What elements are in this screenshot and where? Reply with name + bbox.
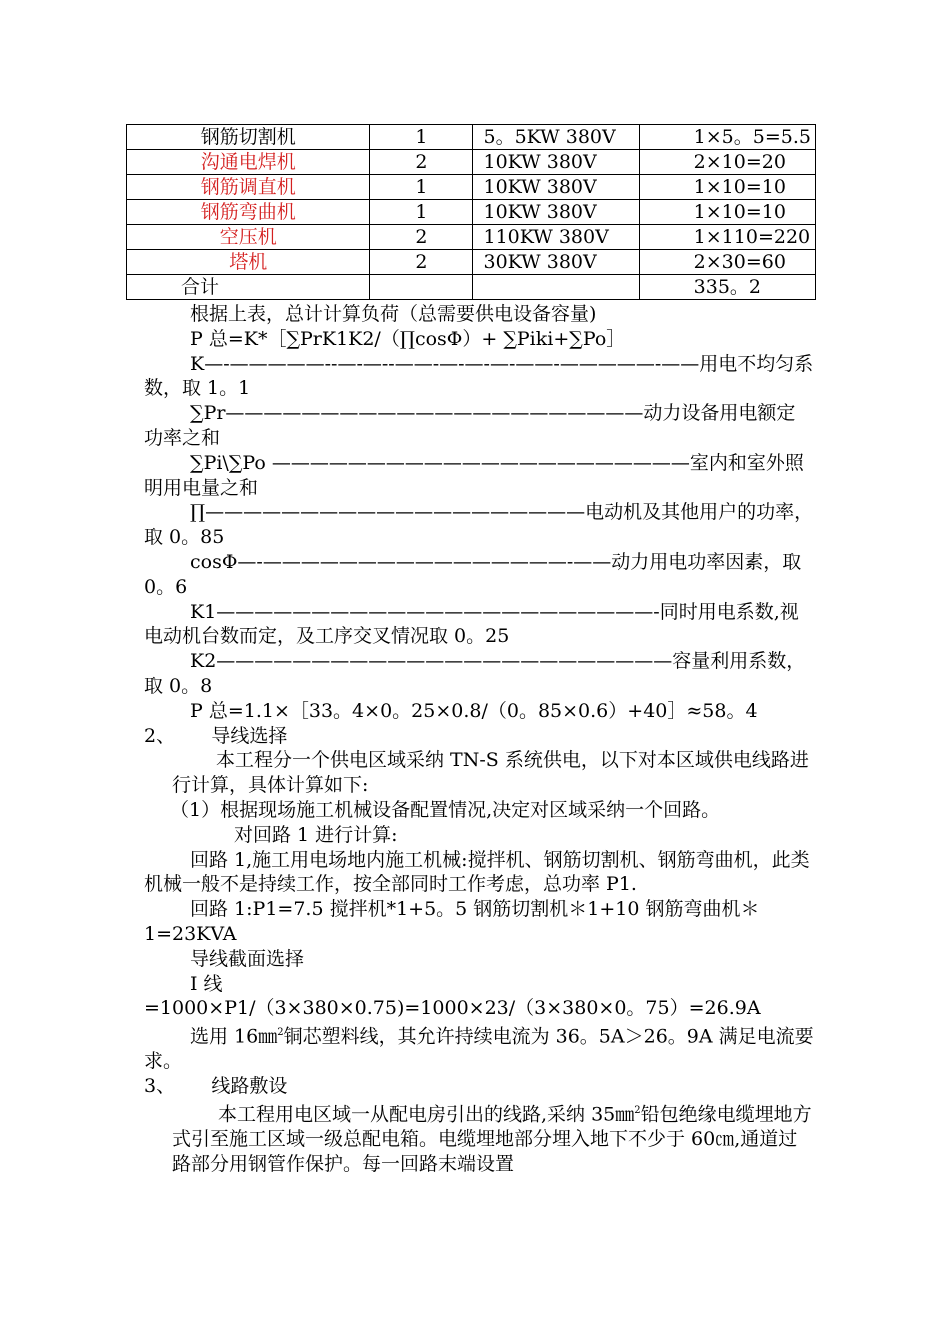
- cell-equipment-name: 沟通电焊机: [127, 150, 370, 175]
- paragraph: [144, 1021, 814, 1074]
- paragraph: （1）根据现场施工机械设备配置情况,决定对区域采纳一个回路。: [170, 798, 721, 821]
- table-row: [127, 200, 816, 225]
- definition-k1: K1———————————————————————-同时用电系数,视电动机台数而定，及工序交叉情况取 0。25: [144, 600, 799, 648]
- cell-spec: 10KW 380V: [473, 150, 639, 175]
- table-row: [127, 125, 816, 150]
- paragraph: 导线截面选择: [190, 947, 305, 970]
- cell-quantity: 2: [370, 150, 473, 175]
- cell-spec: 110KW 380V: [473, 225, 639, 250]
- cell-quantity: 1: [370, 125, 473, 150]
- cell-quantity: 1: [370, 175, 473, 200]
- definition-pi: ∏————————————————————电动机及其他用户的功率，取 0。85: [144, 501, 814, 549]
- cell-spec: 10KW 380V: [473, 175, 639, 200]
- cell-quantity: 1: [370, 200, 473, 225]
- table-row: [127, 150, 816, 175]
- formula-result: P 总=1.1×［33。4×0。25×0.8/（0。85×0.6）+40］≈58。4: [190, 699, 758, 722]
- cell-quantity: 2: [370, 250, 473, 275]
- formula-p1: 回路 1:P1=7.5 搅拌机*1+5。5 钢筋切割机＊1+10 钢筋弯曲机＊1=23KVA: [144, 898, 760, 945]
- formula-total-load: P 总=K*［∑PrK1K2/（∏cosΦ）+ ∑Piki+∑Po］: [190, 327, 626, 350]
- cell-spec: 30KW 380V: [473, 250, 639, 275]
- cell-spec: 10KW 380V: [473, 200, 639, 225]
- section-heading-3: 3、 线路敷设: [144, 1075, 288, 1098]
- paragraph: Ⅰ 线: [190, 972, 223, 995]
- cell-calculation: 1×5。5=5.5: [639, 125, 815, 150]
- cell-total-value: 335。2: [639, 275, 815, 300]
- text-span: 本工程用电区域一从配电房引出的线路,采纳 35㎜: [218, 1103, 635, 1126]
- cell-calculation: 1×110=220: [639, 225, 815, 250]
- paragraph: 根据上表，总计计算负荷（总需要供电设备容量): [190, 303, 597, 325]
- text-span: 铅包绝缘电缆埋地方式引至施工区域一级总配电箱。电缆埋地部分埋入地下不少于 60㎝,通道过路部分用钢管作保护。每一回路末端设置: [172, 1103, 812, 1175]
- definition-k2: K2————————————————————————容量利用系数，取 0。8: [144, 650, 806, 697]
- cell-total-label: 合计: [127, 275, 370, 300]
- document-body: [144, 302, 814, 1177]
- definition-sum-pr: ∑Pr——————————————————————动力设备用电额定功率之和: [144, 402, 796, 449]
- table-row: [127, 250, 816, 275]
- text-span: 选用 16㎜: [190, 1025, 278, 1048]
- paragraph: [144, 1099, 814, 1177]
- paragraph: 对回路 1 进行计算:: [234, 823, 398, 846]
- cell-quantity: 2: [370, 225, 473, 250]
- paragraph: 本工程分一个供电区域采纳 TN-S 系统供电，以下对本区域供电线路进行计算，具体计算如下:: [172, 749, 809, 797]
- equipment-table: [126, 124, 816, 300]
- superscript: 2: [634, 1104, 641, 1116]
- definition-sum-pi-po: ∑Pi\∑Po ——————————————————————室内和室外照明用电量之和: [144, 451, 804, 499]
- cell-equipment-name: 塔机: [127, 250, 370, 275]
- text-span: 铜芯塑料线，其允许持续电流为 36。5A＞26。9A 满足电流要求。: [144, 1025, 814, 1073]
- table-row: [127, 175, 816, 200]
- table-row: [127, 225, 816, 250]
- definition-k: K—-—————--—-—--——-—-—-—-——-—————-——用电不均匀系数，取 1。1: [144, 352, 814, 400]
- cell-equipment-name: 钢筋调直机: [127, 175, 370, 200]
- definition-cos-phi: cosΦ—-————————————————-——动力用电功率因素，取 0。6: [144, 550, 802, 598]
- cell-calculation: 1×10=10: [639, 175, 815, 200]
- section-heading-2: 2、 导线选择: [144, 724, 288, 747]
- cell-calculation: 2×10=20: [639, 150, 815, 175]
- cell-calculation: 1×10=10: [639, 200, 815, 225]
- cell-equipment-name: 钢筋弯曲机: [127, 200, 370, 225]
- superscript: 2: [277, 1027, 284, 1039]
- formula-current: =1000×P1/（3×380×0.75)=1000×23/（3×380×0。75）=26.9A: [144, 997, 761, 1020]
- table-total-row: [127, 275, 816, 300]
- cell-spec: 5。5KW 380V: [473, 125, 639, 150]
- cell-empty: [370, 275, 473, 300]
- cell-equipment-name: 空压机: [127, 225, 370, 250]
- cell-equipment-name: 钢筋切割机: [127, 125, 370, 150]
- cell-empty: [473, 275, 639, 300]
- cell-calculation: 2×30=60: [639, 250, 815, 275]
- paragraph: 回路 1,施工用电场地内施工机械:搅拌机、钢筋切割机、钢筋弯曲机，此类机械一般不是持续工作，按全部同时工作考虑，总功率 P1.: [144, 848, 810, 896]
